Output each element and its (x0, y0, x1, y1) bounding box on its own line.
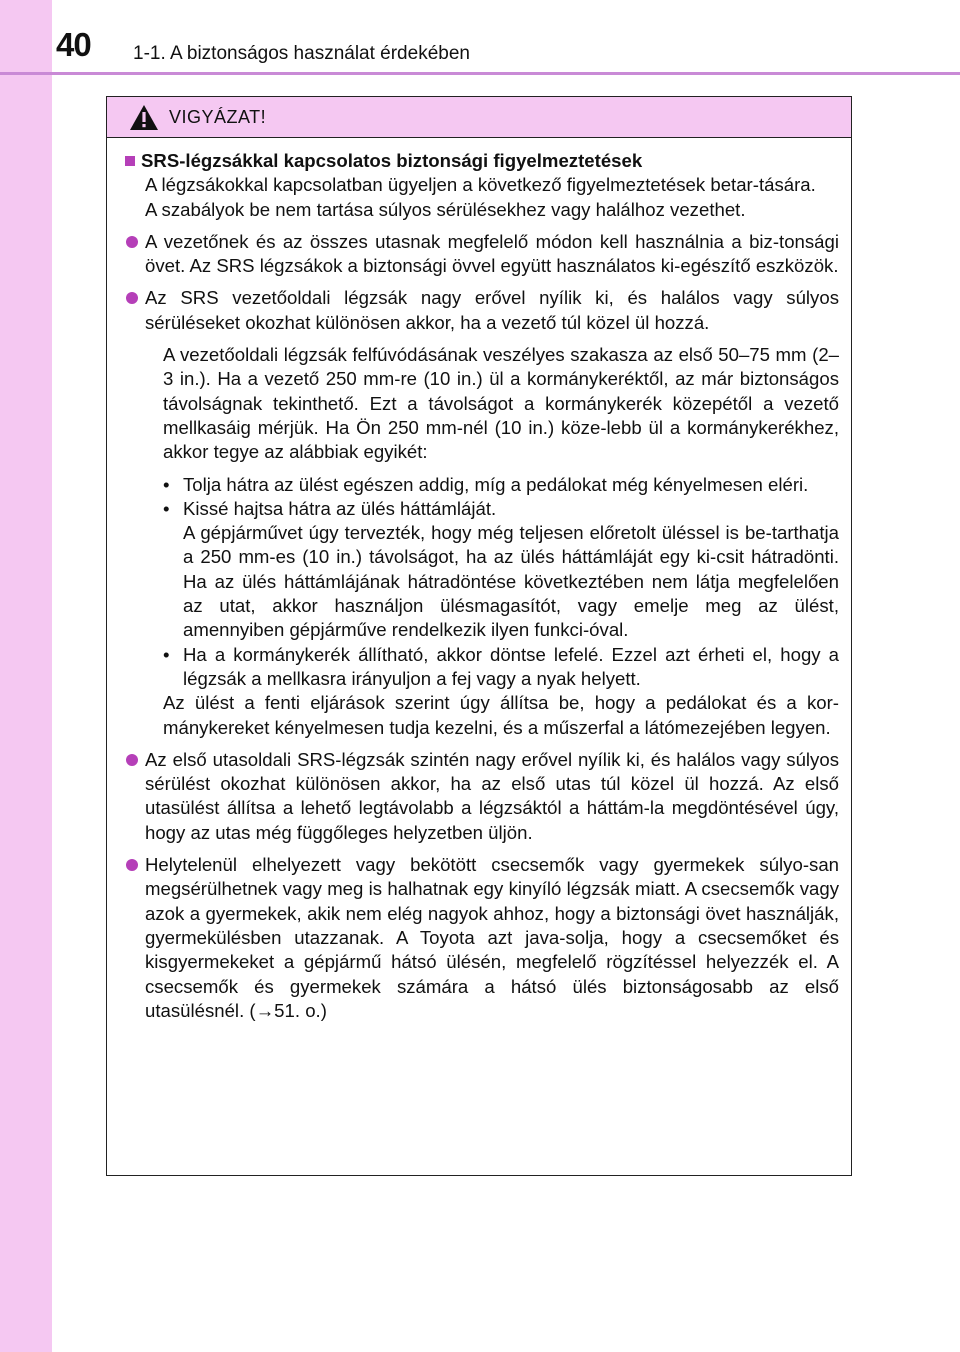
sub-list-item-lead: Kissé hajtsa hátra az ülés háttámláját. (183, 497, 497, 519)
seat-adjust-paragraph: Az ülést a fenti eljárások szerint úgy állítsa be, hogy a pedálokat és a kor-mánykereket kényelmesen tudja kezelni, és a műszerfal a látómezejében legyen. (163, 692, 839, 738)
list-item (126, 748, 839, 845)
round-bullet-icon (126, 236, 138, 248)
sub-list (119, 473, 839, 692)
warning-label: VIGYÁZAT! (169, 106, 267, 127)
driver-distance-paragraph: A vezetőoldali légzsák felfúvódásának veszélyes szakasza az első 50–75 mm (2–3 in.). Ha a vezető 250 mm-re (10 in.) ül a kormánykeréktől, az már biztonságos távolságnak tekinthető. Ezt a távolságot a kormánykerék közepétől a vezető mellkasáig mérjük. Ha Ön 250 mm-nél (10 in.) köze-lebb ül a kormánykerékhez, akkor tegye az alábbiak egyikét: (163, 344, 839, 463)
list-item (126, 230, 839, 279)
chapter-title: 1-1. A biztonságos használat érdekében (133, 43, 470, 64)
warning-header (107, 97, 851, 138)
sub-list-item-text (183, 497, 839, 643)
intro-paragraph: A légzsákokkal kapcsolatban ügyeljen a következő figyelmeztetések betar-tására. (145, 174, 816, 196)
list-item-text: A vezetőnek és az összes utasnak megfelelő módon kell használnia a biz-tonsági övet. Az SRS légzsákok a biztonsági övvel együtt használatos ki-egészítő eszközök. (145, 230, 839, 277)
intro-consequence: A szabályok be nem tartása súlyos sérülésekhez vagy halálhoz vezethet. (145, 198, 746, 220)
list-item-text: Az első utasoldali SRS-légzsák szintén nagy erővel nyílik ki, és halálos vagy súlyos sérülést okozhat különösen akkor, ha az első utas túl közel ül hozzá. Az első utasülést állítsa a lehető legtávolabb a légzsáktól a háttám-la megdöntésével úgy, hogy az utas még függőleges helyzetben üljön. (145, 748, 839, 843)
sub-bullet: • (163, 497, 170, 519)
list-item (126, 853, 839, 1023)
list-item-text: Az SRS vezetőoldali légzsák nagy erővel nyílik ki, és halálos vagy súlyos sérüléseket okozhat különösen akkor, ha a vezető túl közel ül hozzá. (145, 287, 839, 333)
side-color-strip (0, 0, 52, 1352)
sub-bullet: • (163, 473, 170, 495)
sub-list-item (163, 497, 839, 643)
sub-list-item-text: Ha a kormánykerék állítható, akkor döntse lefelé. Ezzel azt érheti el, hogy a légzsák a mellkasra irányuljon a fej vagy a nyak helyett. (183, 643, 839, 689)
list-item (126, 286, 839, 335)
page-number: 40 (56, 26, 91, 63)
warning-box (106, 96, 852, 1176)
round-bullet-icon (126, 859, 138, 871)
header-rule (0, 72, 960, 75)
round-bullet-icon (126, 754, 138, 766)
warning-triangle-icon (129, 104, 159, 131)
sub-list-item (163, 643, 839, 692)
sub-list-item (163, 473, 839, 497)
round-bullet-icon (126, 292, 138, 304)
section-heading-text: SRS-légzsákkal kapcsolatos biztonsági figyelmeztetések (141, 150, 643, 171)
sub-bullet: • (163, 643, 170, 665)
warning-content (107, 149, 851, 1023)
sub-list-item-text: Tolja hátra az ülést egészen addig, míg a pedálokat még kényelmesen eléri. (183, 473, 809, 495)
section-heading (125, 149, 839, 173)
sub-list-item-detail: A gépjárművet úgy tervezték, hogy még teljesen előretolt üléssel is be-tarthatja a 250 mm-es (10 in.) távolságot, ha az ülés háttámláját egy ki-csit hátradönti. Ha az ülés háttámlájának hátradöntése következtében nem látja megfelelően az utat, akkor használjon ülésmagasítót, vagy emelje meg az ülést, amennyiben gépjárműve rendelkezik ilyen funkci-óval. (183, 522, 839, 641)
square-bullet-icon (125, 156, 135, 166)
list-item-text: Helytelenül elhelyezett vagy bekötött csecsemők vagy gyermekek súlyo-san megsérülhetnek vagy meg is halhatnak egy kinyíló légzsák miatt. A csecsemők vagy azok a gyermekek, akik nem elég nagyok ahhoz, hogy a biztonsági övet használják, gyermekülésben utazzanak. A Toyota azt java-solja, hogy a csecsemőket és kisgyermekeket a gépjármű hátsó ülésén, megfelelő rögzítéssel helyezzék el. A csecsemők és gyermekek számára a hátsó ülés biztonságosabb az első utasülésnél. (→51. o.) (145, 854, 839, 1021)
